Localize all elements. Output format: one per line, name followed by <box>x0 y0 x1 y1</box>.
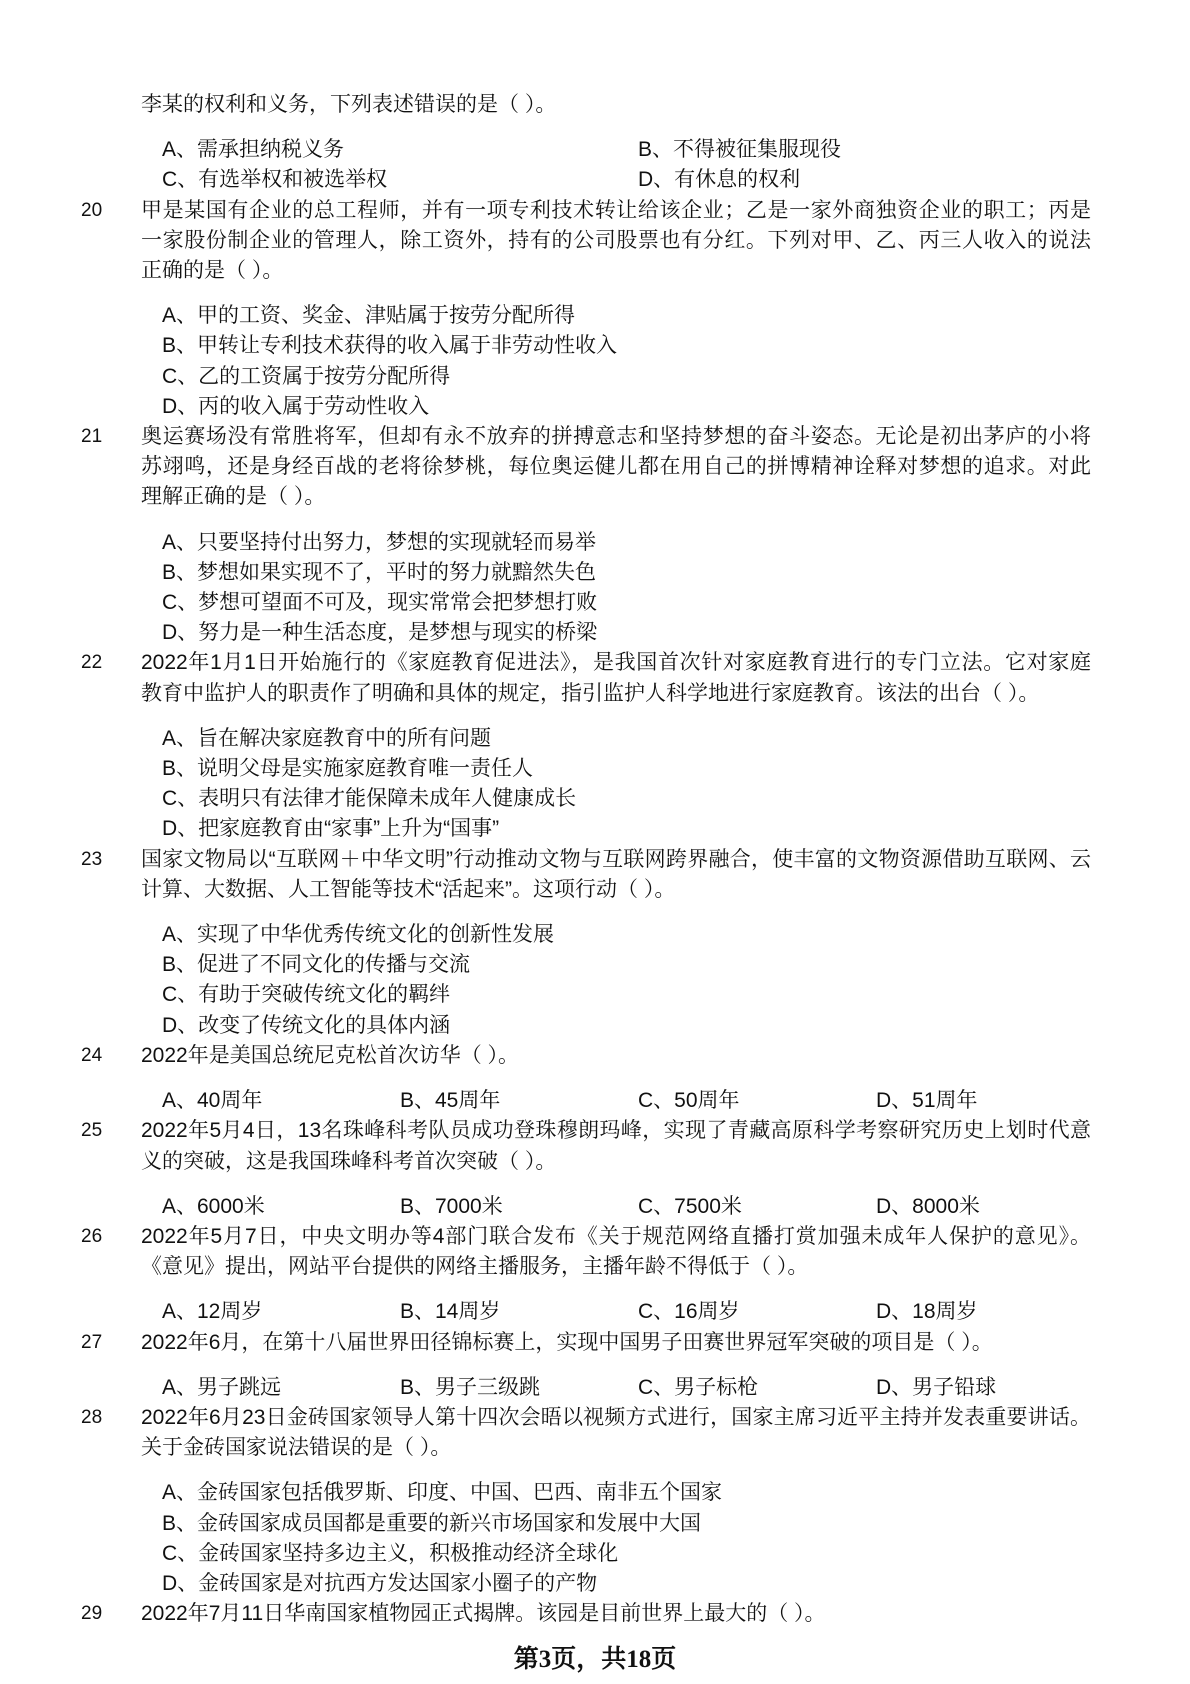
options-list <box>162 1373 1190 1403</box>
question-stem <box>141 1222 1091 1282</box>
question-number: 25 <box>81 1120 103 1142</box>
stem-line: 义的突破，这是我国珠峰科考首次突破（ ）。 <box>141 1149 557 1173</box>
question-number: 20 <box>81 199 103 221</box>
question-stem <box>141 196 1091 287</box>
question-stem <box>141 845 1091 905</box>
stem-line: 关于金砖国家说法错误的是（ ）。 <box>141 1436 452 1460</box>
stem-line: 教育中监护人的职责作了明确和具体的规定，指引监护人科学地进行家庭教育。该法的出台（ ）。 <box>141 681 1040 705</box>
question-20 <box>0 196 1190 422</box>
options-list <box>162 724 1190 845</box>
stem-line: 2022年1月1日开始施行的《家庭教育促进法》，是我国首次针对家庭教育进行的专门立法。它对家庭 <box>141 651 1091 675</box>
option-c: C、16周岁 <box>638 1300 740 1324</box>
question-head <box>0 1041 1190 1071</box>
option-d: D、51周年 <box>876 1089 978 1113</box>
stem-line: 正确的是（ ）。 <box>141 259 284 283</box>
question-27 <box>0 1328 1190 1403</box>
question-stem <box>141 1599 1091 1629</box>
stem-line: 2022年6月，在第十八届世界田径锦标赛上，实现中国男子田赛世界冠军突破的项目是（ ）。 <box>141 1330 993 1354</box>
stem-line: 《意见》提出，网站平台提供的网络主播服务，主播年龄不得低于（ ）。 <box>141 1255 809 1279</box>
option-b: B、14周岁 <box>400 1300 501 1324</box>
stem-line: 理解正确的是（ ）。 <box>141 485 326 509</box>
question-stem <box>141 648 1091 708</box>
stem-line: 2022年5月4日，13名珠峰科考队员成功登珠穆朗玛峰，实现了青藏高原科学考察研究历史上划时代意 <box>141 1119 1091 1143</box>
option-a: A、40周年 <box>162 1089 263 1113</box>
question-stem <box>141 422 1091 513</box>
option-b: B、不得被征集服现役 <box>638 138 842 162</box>
option-c: C、乙的工资属于按劳分配所得 <box>162 364 451 388</box>
option-b: B、梦想如果实现不了，平时的努力就黯然失色 <box>162 560 597 584</box>
option-a: A、只要坚持付出努力，梦想的实现就轻而易举 <box>162 530 597 554</box>
option-a: A、实现了中华优秀传统文化的创新性发展 <box>162 923 555 947</box>
question-number: 21 <box>81 426 103 448</box>
question-head <box>0 422 1190 513</box>
option-d: D、丙的收入属于劳动性收入 <box>162 394 430 418</box>
question-22 <box>0 648 1190 844</box>
option-a: A、旨在解决家庭教育中的所有问题 <box>162 726 492 750</box>
stem-line: 2022年7月11日华南国家植物园正式揭牌。该园是目前世界上最大的（ ）。 <box>141 1602 826 1626</box>
question-number: 27 <box>81 1331 103 1353</box>
options-list <box>162 1297 1190 1327</box>
question-head <box>0 196 1190 287</box>
question-number: 24 <box>81 1044 103 1066</box>
option-d: D、改变了传统文化的具体内涵 <box>162 1013 451 1037</box>
option-d: D、金砖国家是对抗西方发达国家小圈子的产物 <box>162 1571 598 1595</box>
option-a: A、金砖国家包括俄罗斯、印度、中国、巴西、南非五个国家 <box>162 1481 723 1505</box>
options-list <box>162 135 1190 195</box>
question-stem <box>141 1041 1091 1071</box>
option-c: C、梦想可望面不可及，现实常常会把梦想打败 <box>162 591 598 615</box>
option-d: D、8000米 <box>876 1194 980 1218</box>
question-23 <box>0 845 1190 1041</box>
option-a: A、需承担纳税义务 <box>162 138 345 162</box>
question-stem <box>141 1403 1091 1463</box>
option-c: C、金砖国家坚持多边主义，积极推动经济全球化 <box>162 1541 619 1565</box>
option-c: C、50周年 <box>638 1089 740 1113</box>
question-number: 23 <box>81 848 103 870</box>
question-head <box>0 1116 1190 1176</box>
page-footer: 第3页，共18页 <box>513 1646 677 1673</box>
option-a: A、6000米 <box>162 1194 265 1218</box>
question-25 <box>0 1116 1190 1222</box>
question-24 <box>0 1041 1190 1116</box>
stem-line: 2022年6月23日金砖国家领导人第十四次会晤以视频方式进行，国家主席习近平主持并发表重要讲话。 <box>141 1405 1091 1429</box>
question-28 <box>0 1403 1190 1599</box>
option-b: B、说明父母是实施家庭教育唯一责任人 <box>162 757 534 781</box>
stem-line: 苏翊鸣，还是身经百战的老将徐梦桃，每位奥运健儿都在用自己的拼博精神诠释对梦想的追求。对此 <box>141 455 1091 479</box>
option-b: B、甲转让专利技术获得的收入属于非劳动性收入 <box>162 334 618 358</box>
option-d: D、18周岁 <box>876 1300 978 1324</box>
option-b: B、7000米 <box>400 1194 503 1218</box>
options-list <box>162 301 1190 422</box>
question-19-continuation <box>0 90 1190 196</box>
option-d: D、努力是一种生活态度，是梦想与现实的桥梁 <box>162 621 598 645</box>
question-29 <box>0 1599 1190 1629</box>
option-c: C、有助于突破传统文化的羁绊 <box>162 983 451 1007</box>
question-head <box>0 1328 1190 1358</box>
option-c: C、表明只有法律才能保障未成年人健康成长 <box>162 787 577 811</box>
question-stem <box>141 1328 1091 1358</box>
option-d: D、有休息的权利 <box>638 168 801 192</box>
stem-line: 2022年5月7日，中央文明办等4部门联合发布《关于规范网络直播打赏加强未成年人保护的意见》。 <box>141 1224 1091 1248</box>
question-head <box>0 648 1190 708</box>
option-d: D、男子铅球 <box>876 1375 997 1399</box>
options-list <box>162 920 1190 1041</box>
question-number: 29 <box>81 1603 103 1625</box>
option-c: C、7500米 <box>638 1194 742 1218</box>
option-b: B、促进了不同文化的传播与交流 <box>162 953 471 977</box>
question-stem <box>141 90 1091 120</box>
question-head <box>0 90 1190 120</box>
option-a: A、男子跳远 <box>162 1375 282 1399</box>
option-d: D、把家庭教育由“家事”上升为“国事” <box>162 817 500 841</box>
stem-line: 2022年是美国总统尼克松首次访华（ ）。 <box>141 1043 520 1067</box>
question-head <box>0 845 1190 905</box>
question-number: 28 <box>81 1406 103 1428</box>
stem-line: 计算、大数据、人工智能等技术“活起来”。这项行动（ ）。 <box>141 877 676 901</box>
option-c: C、有选举权和被选举权 <box>162 168 388 192</box>
stem-line: 国家文物局以“互联网＋中华文明”行动推动文物与互联网跨界融合，使丰富的文物资源借助互联网、云 <box>141 847 1091 871</box>
stem-line: 李某的权利和义务，下列表述错误的是（ ）。 <box>141 93 557 116</box>
question-stem <box>141 1116 1091 1176</box>
question-head <box>0 1403 1190 1463</box>
option-b: B、金砖国家成员国都是重要的新兴市场国家和发展中大国 <box>162 1511 702 1535</box>
stem-line: 奥运赛场没有常胜将军，但却有永不放弃的拼搏意志和坚持梦想的奋斗姿态。无论是初出茅庐的小将 <box>141 425 1091 449</box>
options-list <box>162 1086 1190 1116</box>
option-b: B、45周年 <box>400 1089 501 1113</box>
option-a: A、甲的工资、奖金、津贴属于按劳分配所得 <box>162 304 576 328</box>
options-list <box>162 1192 1190 1222</box>
question-head <box>0 1222 1190 1282</box>
options-list <box>162 1478 1190 1599</box>
question-number: 26 <box>81 1225 103 1247</box>
question-head <box>0 1599 1190 1629</box>
question-21 <box>0 422 1190 648</box>
option-c: C、男子标枪 <box>638 1375 759 1399</box>
stem-line: 一家股份制企业的管理人，除工资外，持有的公司股票也有分红。下列对甲、乙、丙三人收入的说法 <box>141 228 1091 252</box>
question-26 <box>0 1222 1190 1328</box>
option-a: A、12周岁 <box>162 1300 263 1324</box>
question-number: 22 <box>81 652 103 674</box>
stem-line: 甲是某国有企业的总工程师，并有一项专利技术转让给该企业；乙是一家外商独资企业的职工；丙是 <box>141 198 1091 222</box>
options-list <box>162 528 1190 649</box>
option-b: B、男子三级跳 <box>400 1375 541 1399</box>
